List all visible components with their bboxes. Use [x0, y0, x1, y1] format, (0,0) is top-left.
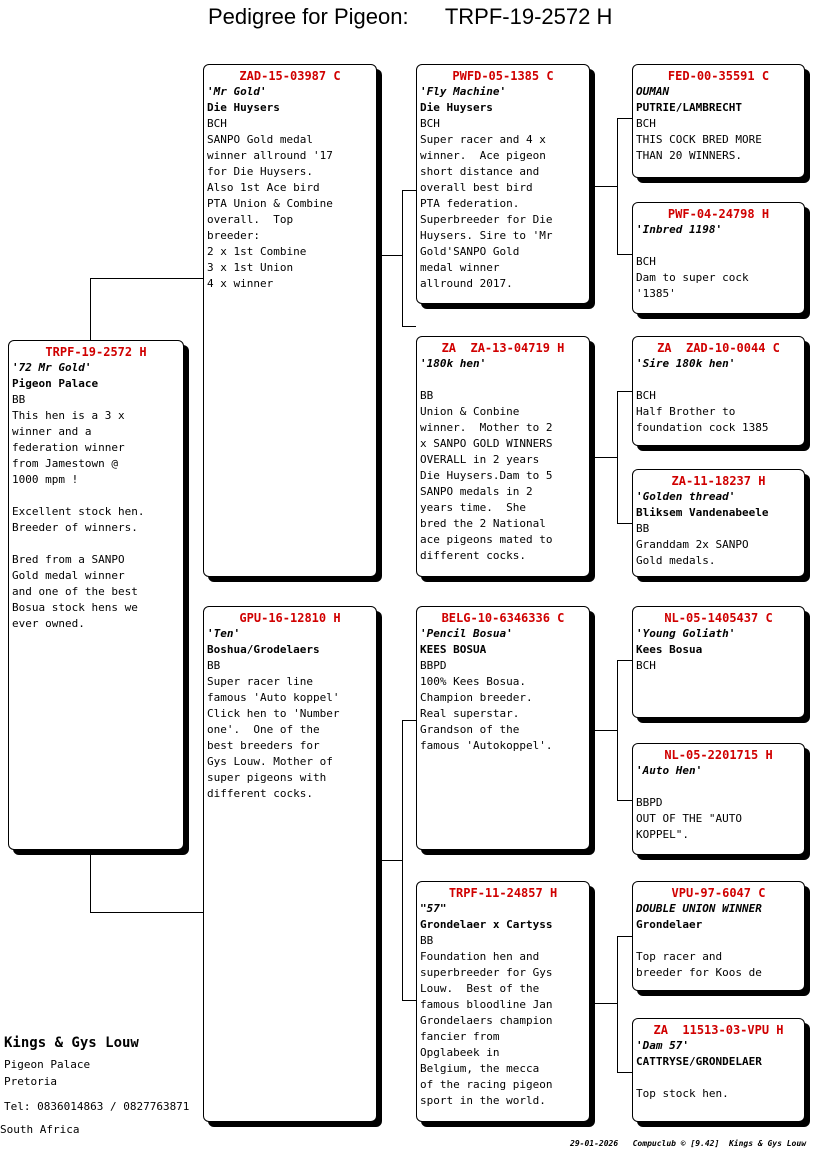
connector: [90, 850, 91, 912]
pigeon-name: 'Pencil Bosua': [420, 627, 513, 640]
pigeon-card-ssd[interactable]: [632, 202, 805, 314]
connector: [402, 190, 403, 326]
pigeon-name: '72 Mr Gold': [12, 361, 92, 374]
pigeon-color: BCH: [207, 117, 227, 130]
ring-number: NL-05-2201715 H: [664, 748, 773, 762]
connector: [590, 1003, 617, 1004]
pigeon-name: 'Young Goliath': [636, 627, 736, 640]
pigeon-name: OUMAN: [636, 85, 670, 98]
pigeon-card-sire-sire[interactable]: [416, 64, 590, 304]
pigeon-name: "57": [420, 902, 447, 915]
connector: [402, 720, 403, 1000]
connector: [402, 720, 416, 721]
pigeon-owner: [636, 238, 801, 254]
pigeon-name: 'Inbred 1198': [636, 223, 723, 236]
title-ring: TRPF-19-2572 H: [444, 4, 613, 29]
pigeon-owner: [636, 372, 801, 388]
connector: [90, 278, 91, 341]
connector: [402, 190, 416, 191]
pigeon-owner: Bliksem Vandenabeele: [636, 506, 769, 519]
pigeon-owner: Pigeon Palace: [12, 377, 99, 390]
page-title: [208, 4, 612, 30]
pigeon-color: BCH: [636, 255, 656, 268]
connector: [590, 730, 617, 731]
pigeon-name: '180k hen': [420, 357, 487, 370]
pigeon-name: 'Auto Hen': [636, 764, 703, 777]
pigeon-owner: Grondelaer x Cartyss: [420, 918, 553, 931]
connector: [590, 457, 617, 458]
connector: [590, 186, 617, 187]
breeder-loft: Pigeon Palace: [4, 1058, 91, 1071]
pigeon-card-dam-sire[interactable]: [416, 606, 590, 850]
connector: [617, 660, 618, 800]
pigeon-color: BCH: [636, 659, 656, 672]
ring-number: ZA-11-18237 H: [671, 474, 766, 488]
pigeon-owner: [420, 372, 586, 388]
pigeon-color: BB: [420, 389, 434, 402]
connector: [617, 254, 632, 255]
ring-number: PWF-04-24798 H: [667, 207, 770, 221]
title-label: Pedigree for Pigeon:: [208, 4, 409, 29]
pigeon-card-dam[interactable]: [203, 606, 377, 1122]
breeder-phone: Tel: 0836014863 / 0827763871: [4, 1100, 190, 1113]
pigeon-color: BBPD: [420, 659, 447, 672]
pigeon-info: Foundation hen and superbreeder for Gys Louw. Best of the famous bloodline Jan Grondelaers champion fancier from Opglabeek in Belgium, the mecca of the racing pigeon sport in the world.: [420, 950, 553, 1107]
pigeon-color: [636, 933, 801, 949]
pigeon-color: BB: [12, 393, 26, 406]
ring-number: ZA ZA-13-04719 H: [441, 341, 565, 355]
pigeon-info: Granddam 2x SANPO Gold medals.: [636, 538, 749, 567]
pigeon-info: 100% Kees Bosua. Champion breeder. Real superstar. Grandson of the famous 'Autokoppel'.: [420, 675, 553, 752]
pigeon-info: OUT OF THE "AUTO KOPPEL".: [636, 812, 742, 841]
breeder-city: Pretoria: [4, 1075, 57, 1088]
pigeon-card-sire[interactable]: [203, 64, 377, 577]
connector: [617, 936, 618, 1072]
ring-number: PWFD-05-1385 C: [452, 69, 554, 83]
pigeon-card-sss[interactable]: [632, 64, 805, 178]
connector: [376, 860, 402, 861]
pigeon-name: DOUBLE UNION WINNER: [636, 902, 762, 915]
ring-number: ZAD-15-03987 C: [239, 69, 341, 83]
ring-number: ZA 11513-03-VPU H: [653, 1023, 784, 1037]
pigeon-owner: KEES BOSUA: [420, 643, 487, 656]
pigeon-owner: PUTRIE/LAMBRECHT: [636, 101, 742, 114]
pigeon-card-sds[interactable]: [632, 336, 805, 446]
ring-number: GPU-16-12810 H: [239, 611, 341, 625]
connector: [617, 118, 618, 254]
pigeon-color: BB: [636, 522, 650, 535]
pigeon-color: BCH: [636, 117, 656, 130]
pigeon-info: Half Brother to foundation cock 1385: [636, 405, 769, 434]
pigeon-color: BCH: [636, 389, 656, 402]
pigeon-owner: Boshua/Grodelaers: [207, 643, 320, 656]
pigeon-name: 'Sire 180k hen': [636, 357, 736, 370]
pigeon-owner: Kees Bosua: [636, 643, 703, 656]
pigeon-info: SANPO Gold medal winner allround '17 for Die Huysers. Also 1st Ace bird PTA Union & Combine overall. Top breeder: 2 x 1st Combine 3 x 1st Union 4 x winner: [207, 133, 333, 290]
pigeon-info: This hen is a 3 x winner and a federation winner from Jamestown @ 1000 mpm ! Excellent stock hen. Breeder of winners. Bred from a SANPO Gold medal winner and one of the best Bosua stock hens we ever owned.: [12, 409, 145, 630]
ring-number: VPU-97-6047 C: [671, 886, 766, 900]
pigeon-card-sire-dam[interactable]: [416, 336, 590, 577]
connector: [617, 391, 632, 392]
ring-number: ZA ZAD-10-0044 C: [657, 341, 780, 355]
connector: [617, 523, 632, 524]
breeder-info: [4, 1035, 189, 1115]
connector: [617, 1072, 632, 1073]
ring-number: TRPF-11-24857 H: [448, 886, 558, 900]
pigeon-owner: CATTRYSE/GRONDELAER: [636, 1055, 762, 1068]
pigeon-color: BBPD: [636, 796, 663, 809]
pigeon-name: 'Dam 57': [636, 1039, 689, 1052]
pigeon-owner: Die Huysers: [207, 101, 280, 114]
connector: [90, 912, 204, 913]
pigeon-owner: [636, 779, 801, 795]
pigeon-name: 'Golden thread': [636, 490, 736, 503]
connector: [617, 660, 632, 661]
connector: [617, 391, 618, 523]
footer-text: 29-01-2026 Compuclub © [9.42] Kings & Gys Louw: [570, 1139, 807, 1148]
connector: [617, 936, 632, 937]
connector: [376, 255, 402, 256]
ring-number: TRPF-19-2572 H: [45, 345, 147, 359]
pigeon-card-dss[interactable]: [632, 606, 805, 718]
pigeon-name: 'Mr Gold': [207, 85, 267, 98]
pigeon-info: Super racer line famous 'Auto koppel' Click hen to 'Number one'. One of the best breeders for Gys Louw. Mother of super pigeons with different cocks.: [207, 675, 340, 800]
pigeon-card-ddd[interactable]: [632, 1018, 805, 1122]
pigeon-info: Dam to super cock '1385': [636, 271, 749, 300]
pigeon-info: Top stock hen.: [636, 1087, 729, 1100]
breeder-name: Kings & Gys Louw: [4, 1035, 139, 1051]
connector: [90, 278, 204, 279]
connector: [402, 326, 416, 327]
pigeon-card-dsd[interactable]: [632, 743, 805, 855]
pigeon-color: BB: [420, 934, 434, 947]
ring-number: NL-05-1405437 C: [664, 611, 773, 625]
pigeon-card-sdd[interactable]: [632, 469, 805, 577]
pigeon-color: BCH: [420, 117, 440, 130]
pigeon-name: 'Fly Machine': [420, 85, 507, 98]
breeder-country: South Africa: [0, 1123, 80, 1136]
pigeon-color: BB: [207, 659, 221, 672]
ring-number: BELG-10-6346336 C: [441, 611, 565, 625]
pigeon-info: Union & Conbine winner. Mother to 2 x SANPO GOLD WINNERS OVERALL in 2 years Die Huysers.Dam to 5 SANPO medals in 2 years time. She bred the 2 National ace pigeons mated to different cocks.: [420, 405, 553, 562]
connector: [617, 118, 632, 119]
connector: [402, 1000, 416, 1001]
pigeon-info: THIS COCK BRED MORE THAN 20 WINNERS.: [636, 133, 762, 162]
pigeon-info: Top racer and breeder for Koos de: [636, 950, 762, 979]
pigeon-card-dds[interactable]: [632, 881, 805, 991]
pigeon-owner: Die Huysers: [420, 101, 493, 114]
pigeon-name: 'Ten': [207, 627, 241, 640]
pigeon-color: [636, 1070, 801, 1086]
pigeon-card-dam-dam[interactable]: [416, 881, 590, 1122]
ring-number: FED-00-35591 C: [667, 69, 770, 83]
pigeon-card-subject[interactable]: [8, 340, 184, 850]
pigeon-info: Super racer and 4 x winner. Ace pigeon short distance and overall best bird PTA federation. Superbreeder for Die Huysers. Sire to 'Mr Gold'SANPO Gold medal winner allround 2017.: [420, 133, 553, 290]
pigeon-owner: Grondelaer: [636, 918, 703, 931]
connector: [617, 800, 632, 801]
